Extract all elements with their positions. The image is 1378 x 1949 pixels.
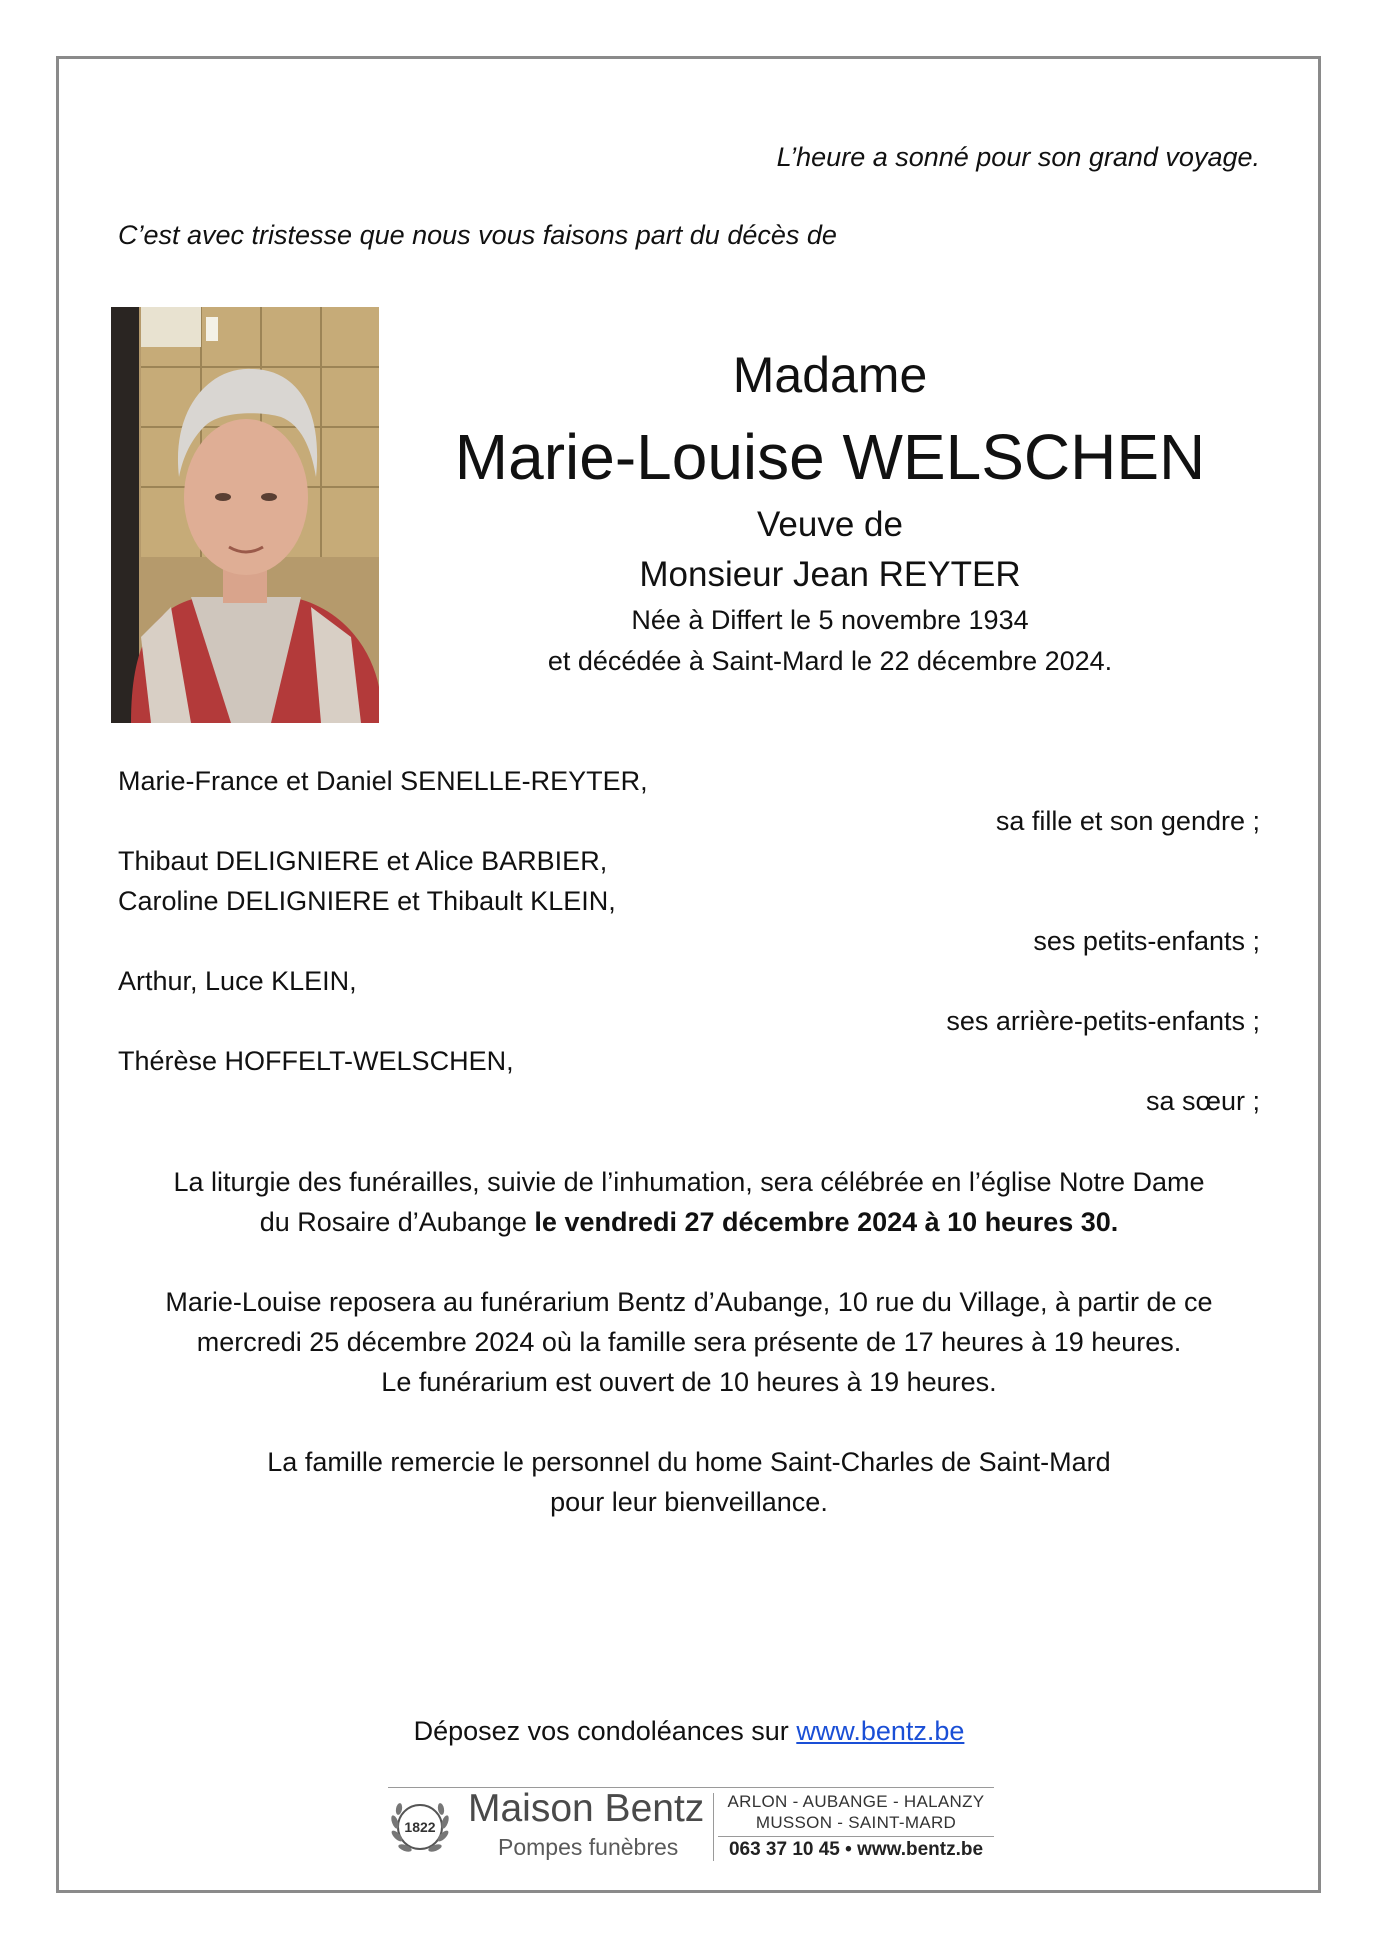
- great-grandchildren-names: Arthur, Luce KLEIN,: [118, 966, 357, 996]
- portrait-photo-icon: [111, 307, 379, 723]
- daughter-relation: sa fille et son gendre ;: [995, 806, 1260, 836]
- thanks-line-2: pour leur bienveillance.: [550, 1487, 828, 1517]
- contact-info: 063 37 10 45 • www.bentz.be: [728, 1839, 984, 1860]
- spouse-name: Monsieur Jean REYTER: [639, 555, 1021, 594]
- grandchild-2: Caroline DELIGNIERE et Thibault KLEIN,: [118, 886, 616, 916]
- funeral-line-2-start: du Rosaire d’Aubange: [259, 1207, 527, 1237]
- sister-names: Thérèse HOFFELT-WELSCHEN,: [118, 1046, 514, 1076]
- funeral-paragraph: [80, 1162, 1298, 1242]
- death-info: et décédée à Saint-Mard le 22 décembre 2024.: [547, 646, 1113, 676]
- daughter-names: Marie-France et Daniel SENELLE-REYTER,: [118, 766, 648, 796]
- funeral-line-1: La liturgie des funérailles, suivie de l’inhumation, sera célébrée en l’église Notre Dame: [173, 1167, 1205, 1197]
- condolences-link[interactable]: www.bentz.be: [796, 1716, 965, 1746]
- birth-info: Née à Differt le 5 novembre 1934: [631, 605, 1029, 635]
- grandchild-1: Thibaut DELIGNIERE et Alice BARBIER,: [118, 846, 608, 876]
- deceased-name: Marie-Louise WELSCHEN: [454, 421, 1206, 493]
- brand-name: Maison Bentz: [468, 1787, 705, 1830]
- sister-relation: sa sœur ;: [1145, 1086, 1260, 1116]
- grandchildren-relation: ses petits-enfants ;: [1033, 926, 1260, 956]
- seal-year: 1822: [404, 1819, 436, 1835]
- seal-logo: [385, 1792, 455, 1862]
- thanks-line-1: La famille remercie le personnel du home Saint-Charles de Saint-Mard: [267, 1447, 1111, 1477]
- intro-quote: L’heure a sonné pour son grand voyage.: [776, 142, 1260, 172]
- announcement-text: C’est avec tristesse que nous vous faisons part du décès de: [118, 220, 837, 250]
- footer-horizontal-divider: [718, 1836, 994, 1837]
- visitation-line-3: Le funérarium est ouvert de 10 heures à 19 heures.: [381, 1367, 997, 1397]
- thanks-paragraph: [80, 1442, 1298, 1522]
- great-grandchildren-relation: ses arrière-petits-enfants ;: [946, 1006, 1260, 1036]
- condolences-line: [0, 1716, 1378, 1747]
- visitation-line-2: mercredi 25 décembre 2024 où la famille sera présente de 17 heures à 19 heures.: [196, 1327, 1182, 1357]
- locations-line-2: MUSSON - SAINT-MARD: [755, 1813, 957, 1832]
- deceased-title: Madame: [732, 347, 928, 403]
- funeral-line-2: [80, 1202, 1298, 1242]
- funeral-date: le vendredi 27 décembre 2024 à 10 heures 30.: [534, 1207, 1119, 1237]
- locations-line-1: ARLON - AUBANGE - HALANZY: [727, 1792, 985, 1811]
- laurel-seal-icon: [385, 1792, 455, 1862]
- brand-subtitle: Pompes funèbres: [498, 1834, 679, 1860]
- visitation-paragraph: [80, 1282, 1298, 1402]
- widow-label: Veuve de: [757, 505, 903, 544]
- condolences-text: Déposez vos condoléances sur: [413, 1716, 789, 1746]
- visitation-line-1: Marie-Louise reposera au funérarium Bentz d’Aubange, 10 rue du Village, à partir de ce: [165, 1287, 1213, 1317]
- portrait-photo: [111, 307, 379, 723]
